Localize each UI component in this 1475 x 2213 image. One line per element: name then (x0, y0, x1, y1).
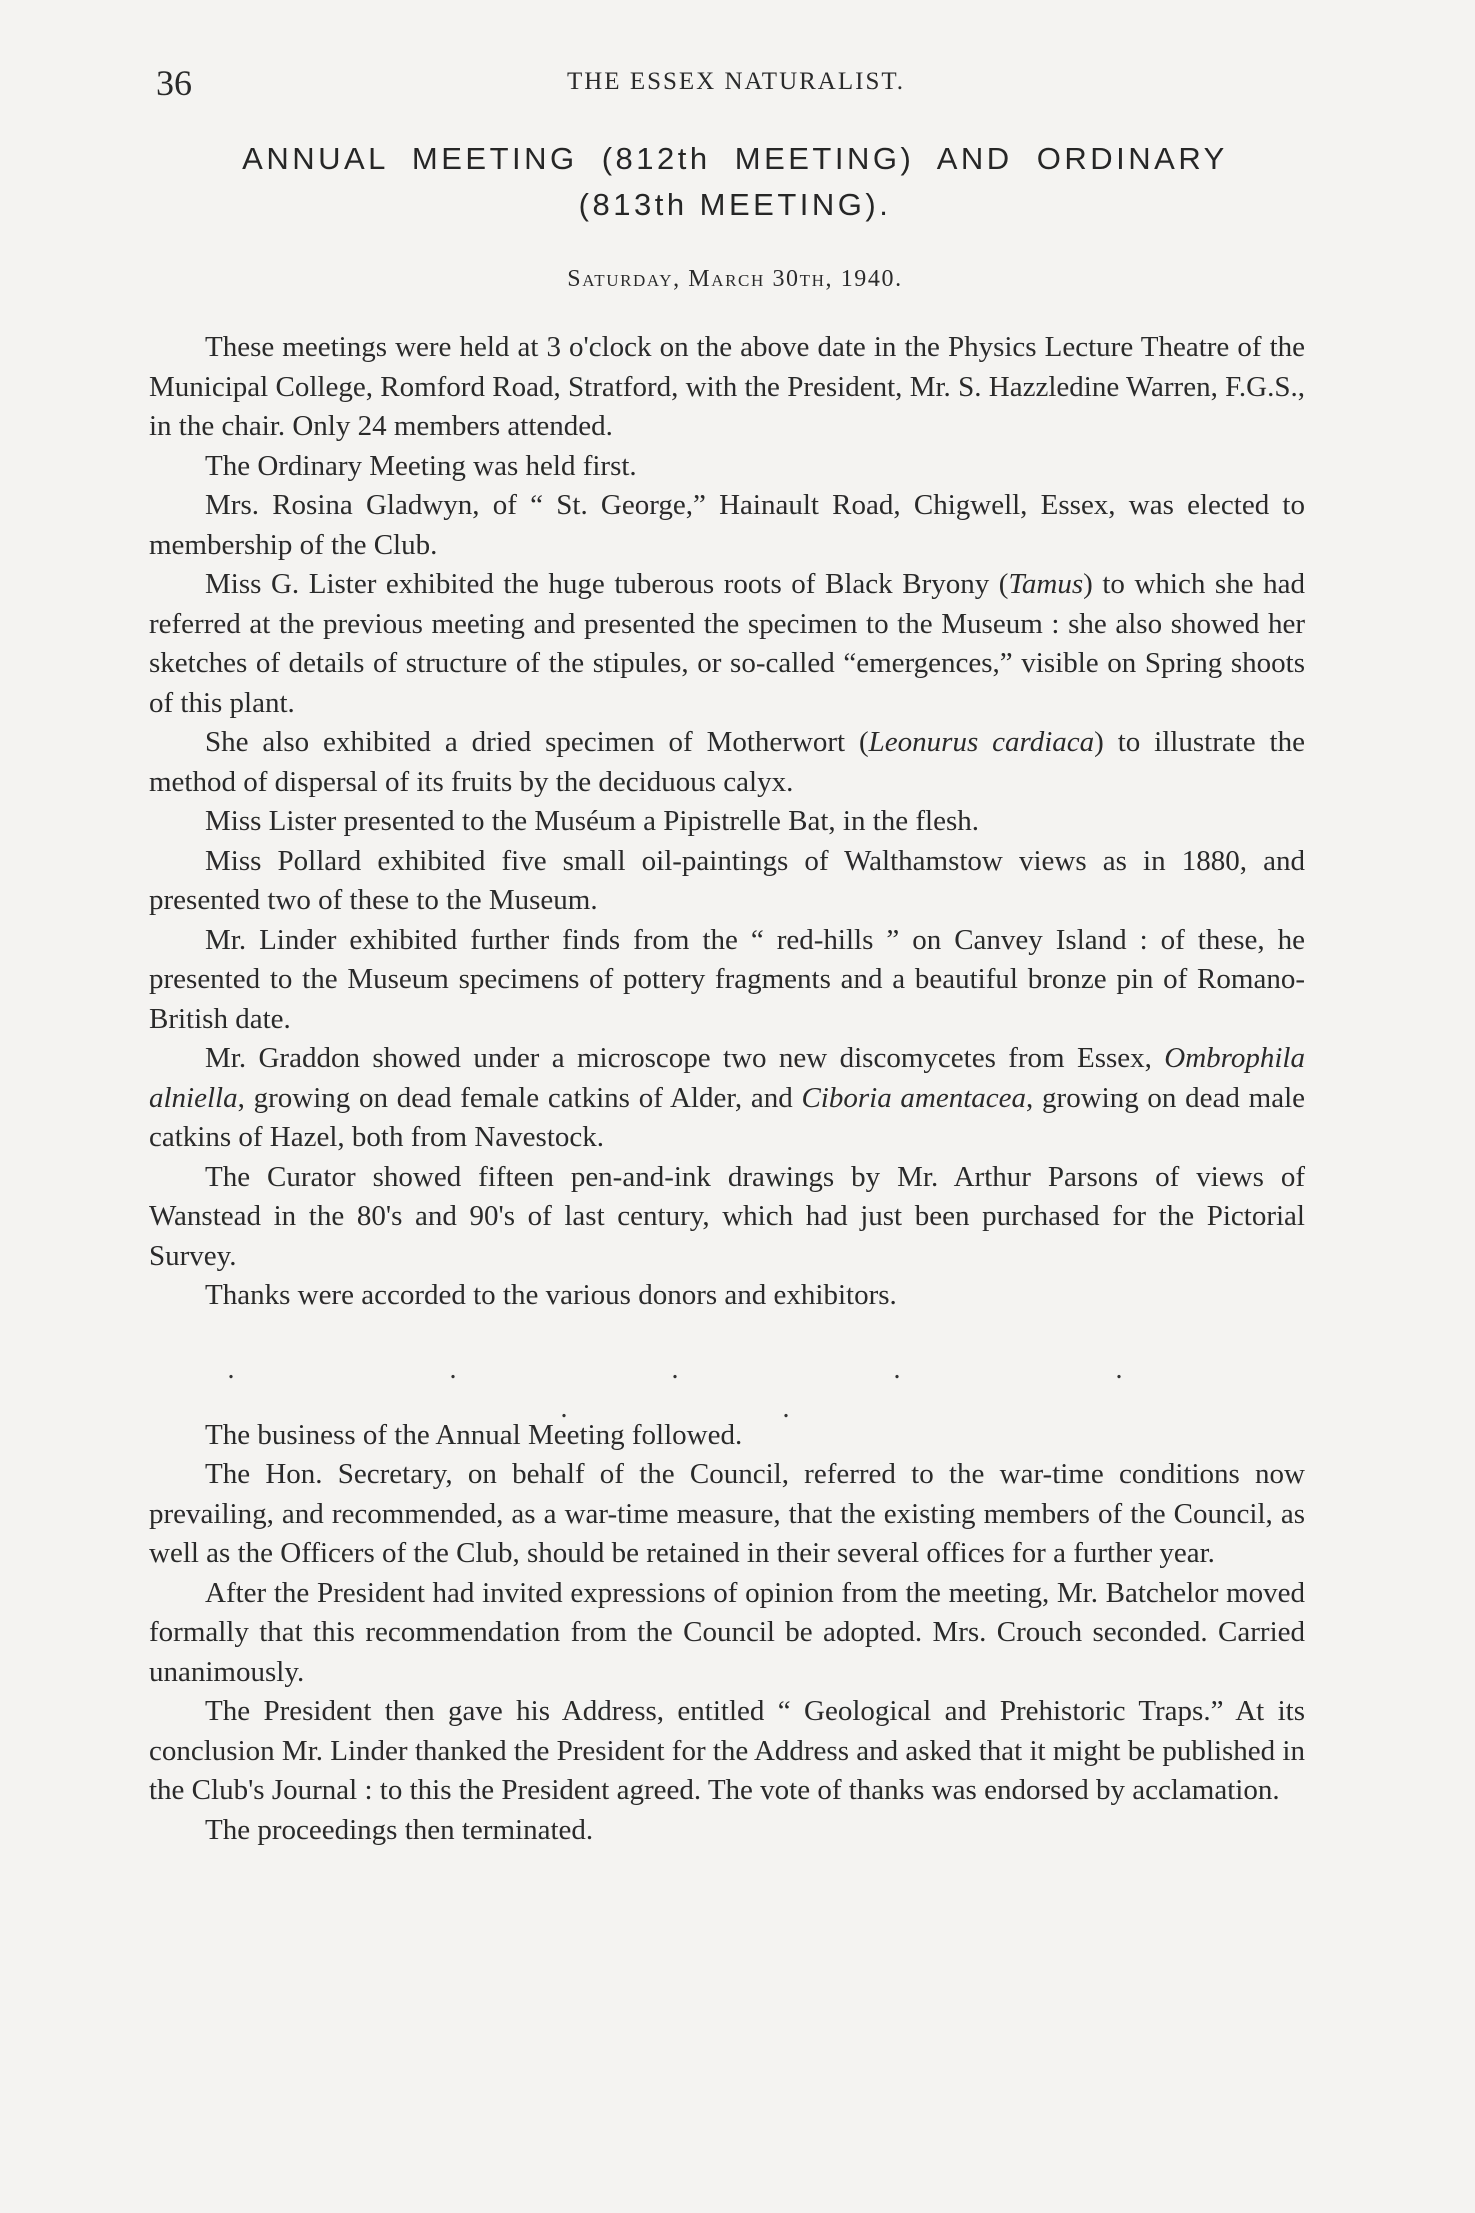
paragraph-text: ) to which she had referred at the previous meeting and presented the specimen to the Museum : she also showed her sketches of details of structure of the stipules, or so-called “emergences,” visible on Spring shoots of this plant. (149, 568, 1305, 719)
paragraph-text: Mr. Graddon showed under a microscope two new discomycetes from Essex, (205, 1042, 1165, 1074)
paragraph-text: , growing on dead male catkins of Hazel, both from Navestock. (149, 1081, 1305, 1153)
paragraph: Miss Lister presented to the Muséum a Pipistrelle Bat, in the flesh. (205, 805, 980, 837)
article-title (150, 136, 1320, 228)
running-head (156, 62, 1316, 102)
paragraph: Mrs. Rosina Gladwyn, of “ St. George,” Hainault Road, Chigwell, Essex, was elected to membership of the Club. (149, 489, 1305, 561)
species-name: Ombrophila alniella (149, 1042, 1305, 1114)
section-separator (149, 1350, 1305, 1424)
article-title-line-2: (813th MEETING). (578, 187, 892, 222)
paragraph (149, 723, 1305, 802)
article-body (149, 328, 1305, 1850)
paragraph: The President then gave his Address, entitled “ Geological and Prehistoric Traps.” At its conclusion Mr. Linder thanked the President for the Address and asked that it might be published in the Club's Journal : to this the President agreed. The vote of thanks was endorsed by acclamation. (149, 1695, 1305, 1806)
paragraph-text: ) to illustrate the method of dispersal of its fruits by the deciduous calyx. (149, 726, 1305, 798)
species-name: Ciboria amentacea (801, 1081, 1027, 1114)
species-name: Tamus (1008, 568, 1084, 600)
paragraph: The Ordinary Meeting was held first. (205, 449, 637, 482)
paragraph: The Hon. Secretary, on behalf of the Council, referred to the war-time conditions now prevailing, and recommended, as a war-time measure, that the existing members of the Council, as well as the Officers of the Club, should be retained in their several offices for a further year. (149, 1458, 1305, 1569)
paragraph-text: , growing on dead female catkins of Alder, and (237, 1081, 802, 1114)
separator-dots: . . . . . . . (227, 1353, 1227, 1424)
paragraph: The proceedings then terminated. (205, 1813, 594, 1846)
paragraph: Thanks were accorded to the various donors and exhibitors. (205, 1279, 897, 1311)
journal-title: THE ESSEX NATURALIST. (566, 68, 906, 95)
paragraph: The Curator showed fifteen pen-and-ink drawings by Mr. Arthur Parsons of views of Wanstead in the 80's and 90's of last century, which had just been purchased for the Pictorial Survey. (149, 1160, 1305, 1272)
species-name: Leonurus cardiaca (868, 726, 1095, 758)
article-title-line-1: ANNUAL MEETING (812th MEETING) AND ORDINARY (242, 141, 1228, 176)
paragraph: Miss Pollard exhibited five small oil-paintings of Walthamstow views as in 1880, and presented two of these to the Museum. (149, 844, 1305, 916)
paragraph-text: Miss G. Lister exhibited the huge tuberous roots of Black Bryony ( (205, 568, 1009, 600)
page-number: 36 (156, 63, 192, 103)
paragraph: Mr. Linder exhibited further finds from the “ red-hills ” on Canvey Island : of these, he presented to the Museum specimens of pottery fragments and a beautiful bronze pin of Romano-British date. (149, 923, 1305, 1035)
paragraph: After the President had invited expressions of opinion from the meeting, Mr. Batchelor moved formally that this recommendation from the Council be adopted. Mrs. Crouch seconded. Carried unanimously. (149, 1576, 1305, 1688)
paragraph-text: She also exhibited a dried specimen of Motherwort ( (205, 726, 869, 758)
paragraph: These meetings were held at 3 o'clock on the above date in the Physics Lecture Theatre of the Municipal College, Romford Road, Stratford, with the President, Mr. S. Hazzledine Warren, F.G.S., in the chair. Only 24 members attended. (149, 331, 1305, 442)
paragraph: The business of the Annual Meeting followed. (205, 1418, 743, 1451)
paragraph (149, 1039, 1305, 1158)
paragraph (149, 565, 1305, 723)
meeting-date: Saturday, March 30th, 1940. (567, 266, 903, 292)
